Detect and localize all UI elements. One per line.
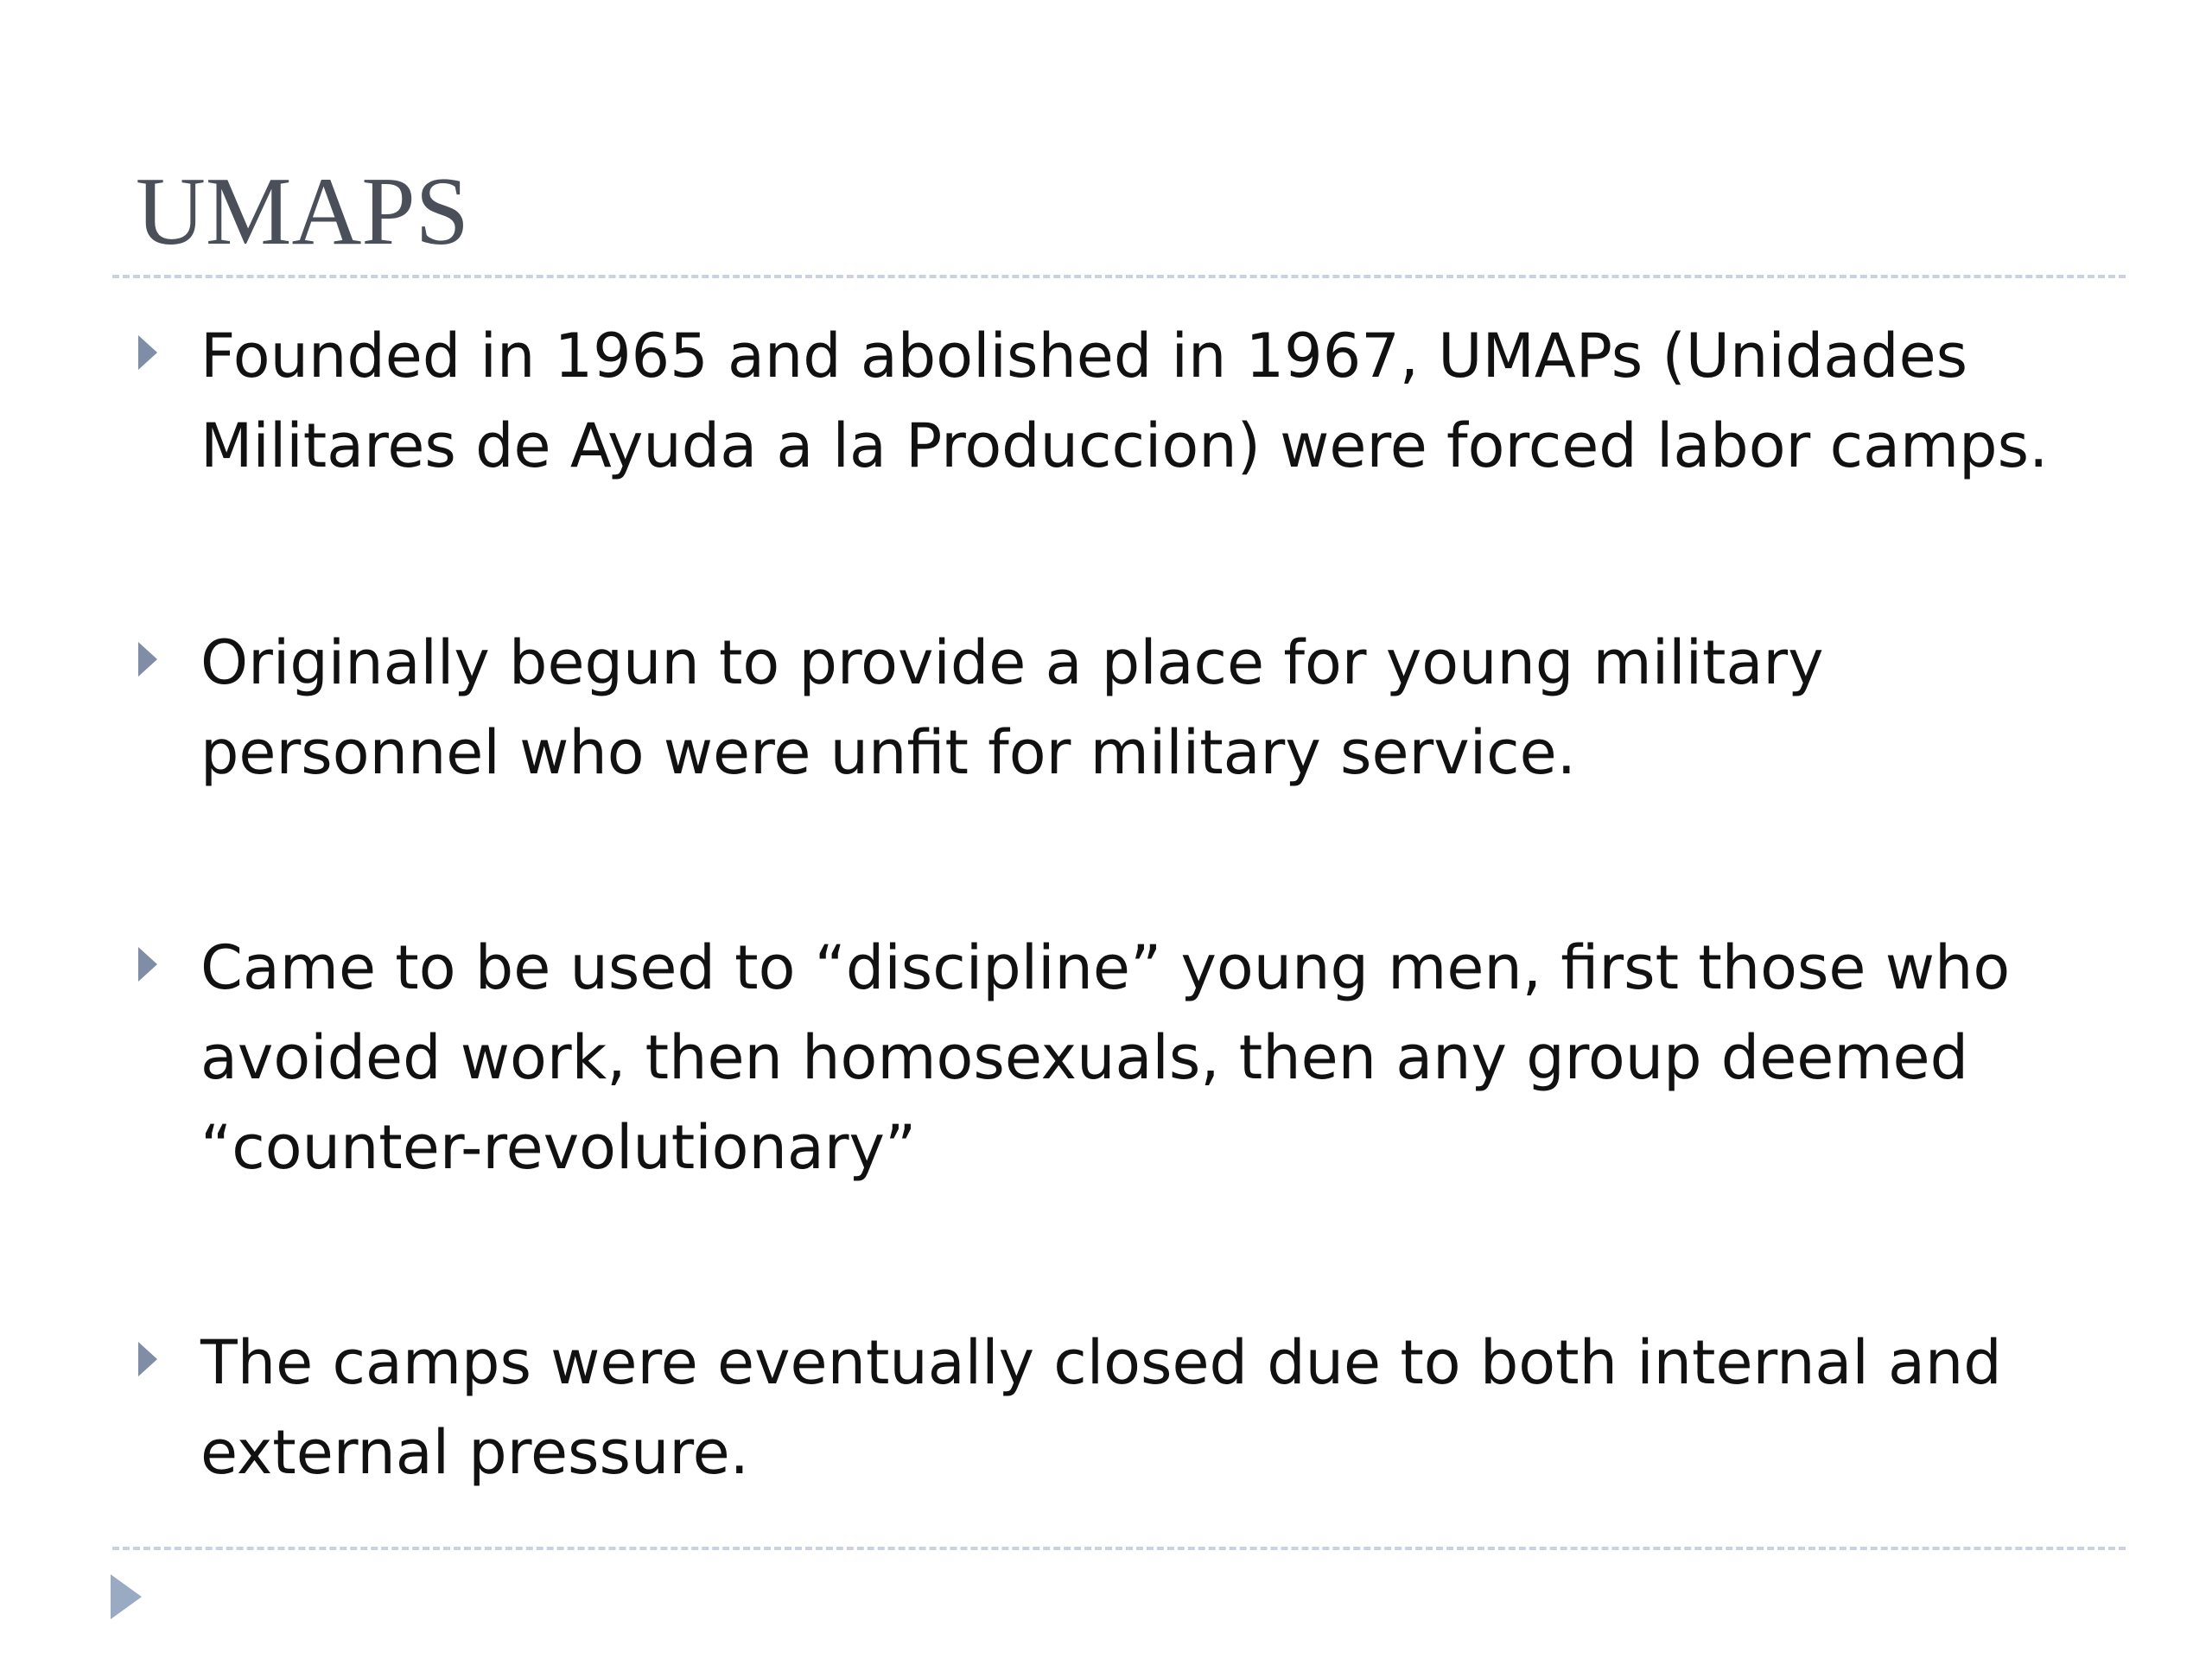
triangle-right-icon: [138, 335, 157, 370]
triangle-right-icon: [138, 1342, 157, 1376]
slide-title: UMAPS: [136, 158, 469, 265]
title-divider: [112, 275, 2126, 278]
play-triangle-icon[interactable]: [111, 1574, 142, 1619]
bullet-text: Originally begun to provide a place for young military personnel who were unfit for military service.: [200, 627, 1824, 788]
bullet-text: The camps were eventually closed due to both internal and external pressure.: [200, 1327, 2002, 1488]
triangle-right-icon: [138, 947, 157, 982]
bullet-text: Came to be used to “discipline” young men, first those who avoided work, then homosexuals, then any group deemed “counter-revolutionary”: [200, 932, 2011, 1183]
bullet-text: Founded in 1965 and abolished in 1967, UMAPs (Unidades Militares de Ayuda a la Produccion) were forced labor camps.: [200, 321, 2049, 481]
triangle-right-icon: [138, 642, 157, 677]
footer-divider: [112, 1547, 2126, 1550]
